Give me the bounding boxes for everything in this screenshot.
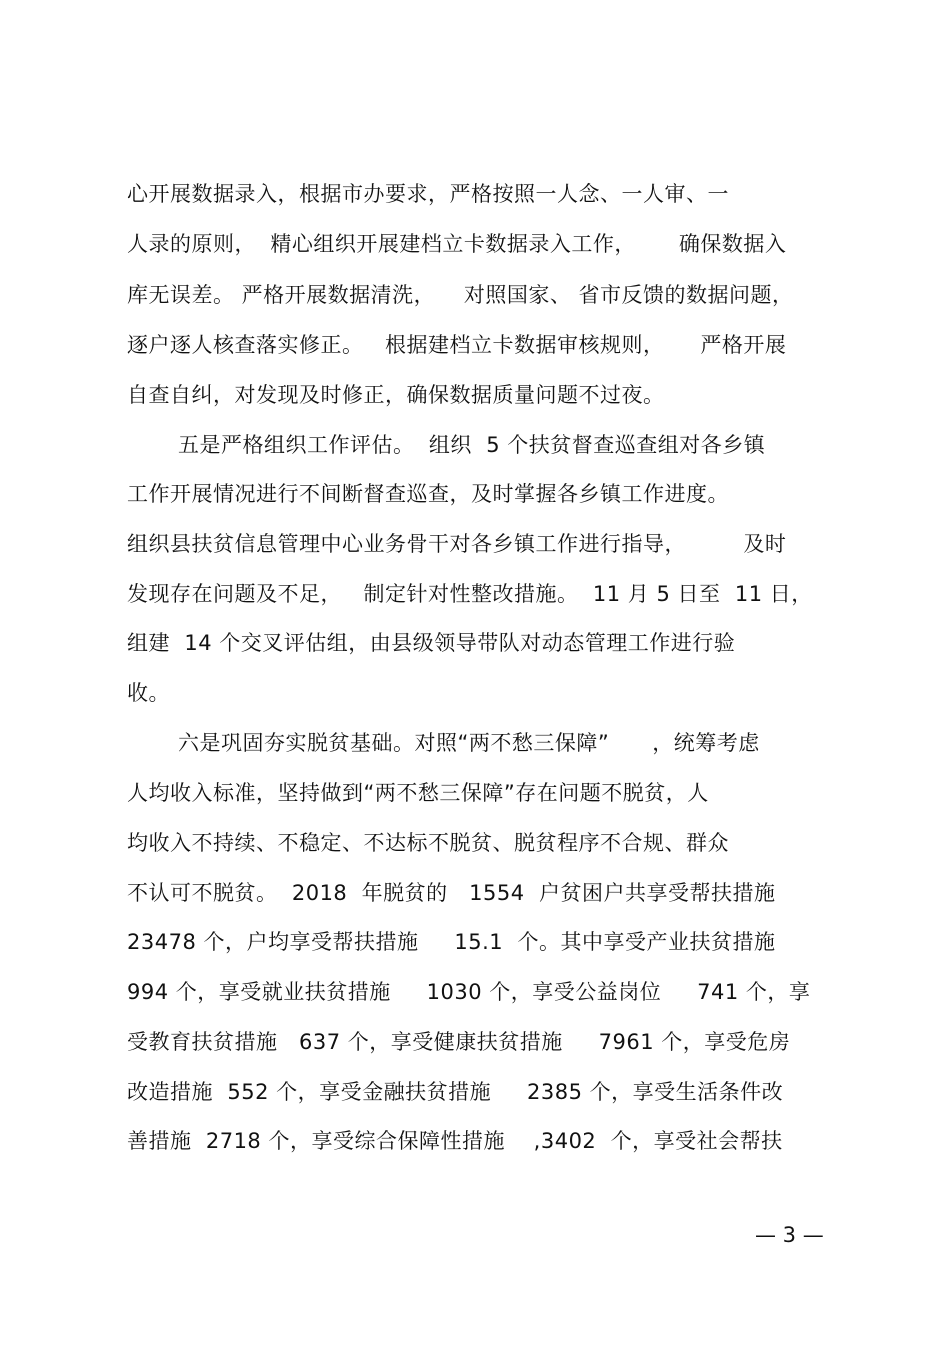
text-line: 逐户逐人核查落实修正。 根据建档立卡数据审核规则， 严格开展 — [127, 333, 787, 357]
text-line: 人录的原则， 精心组织开展建档立卡数据录入工作， 确保数据入 — [127, 232, 787, 256]
text-line: 人均收入标准，坚持做到“两不愁三保障”存在问题不脱贫，人 — [127, 781, 709, 805]
page-number: — 3 — — [755, 1223, 824, 1247]
paragraph-start-line: 六是巩固夯实脱贫基础。对照“两不愁三保障” ，统筹考虑 — [178, 731, 760, 755]
text-line: 工作开展情况进行不间断督查巡查，及时掌握各乡镇工作进度。 — [127, 482, 729, 506]
text-line: 库无误差。 严格开展数据清洗， 对照国家、 省市反馈的数据问题， — [127, 283, 794, 307]
text-line: 自查自纠，对发现及时修正，确保数据质量问题不过夜。 — [127, 383, 665, 407]
paragraph-start-line: 五是严格组织工作评估。 组织 5 个扶贫督查巡查组对各乡镇 — [178, 433, 766, 457]
text-line: 收。 — [127, 681, 170, 705]
text-line: 发现存在问题及不足， 制定针对性整改措施。 11 月 5 日至 11 日， — [127, 582, 813, 606]
text-line: 均收入不持续、不稳定、不达标不脱贫、脱贫程序不合规、群众 — [127, 831, 729, 855]
text-line: 组建 14 个交叉评估组，由县级领导带队对动态管理工作进行验 — [127, 631, 736, 655]
text-line: 组织县扶贫信息管理中心业务骨干对各乡镇工作进行指导， 及时 — [127, 532, 787, 556]
text-line: 994 个，享受就业扶贫措施 1030 个，享受公益岗位 741 个，享 — [127, 980, 811, 1004]
text-line: 心开展数据录入，根据市办要求，严格按照一人念、一人审、一 — [127, 182, 729, 206]
text-line: 不认可不脱贫。 2018 年脱贫的 1554 户贫困户共享受帮扶措施 — [127, 881, 776, 905]
text-line: 受教育扶贫措施 637 个，享受健康扶贫措施 7961 个，享受危房 — [127, 1030, 791, 1054]
text-line: 23478 个，户均享受帮扶措施 15.1 个。其中享受产业扶贫措施 — [127, 930, 776, 954]
text-line: 改造措施 552 个，享受金融扶贫措施 2385 个，享受生活条件改 — [127, 1080, 784, 1104]
text-line: 善措施 2718 个，享受综合保障性措施 ,3402 个，享受社会帮扶 — [127, 1129, 783, 1153]
